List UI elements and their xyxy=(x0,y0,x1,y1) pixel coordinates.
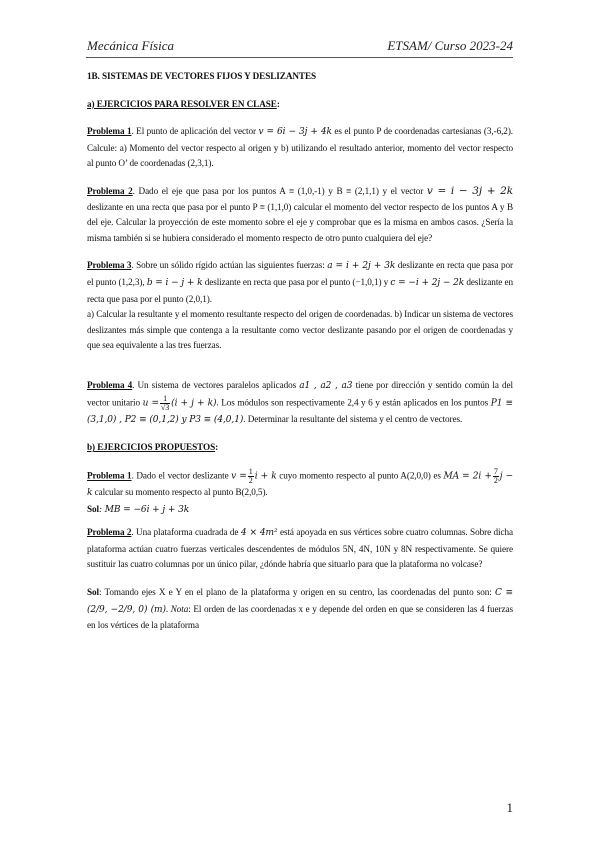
part-b-heading xyxy=(87,440,513,456)
problem-3-text-3: deslizante en recta que pasa por el punto (−1,0,1) y xyxy=(204,276,389,287)
problem-1-label: Problema 1 xyxy=(87,126,132,137)
solution-label: Sol xyxy=(87,587,100,598)
fraction-denominator: 2 xyxy=(493,475,498,485)
problem-3-text-4: deslizante en recta que pasa por el punto (2,0,1). xyxy=(87,276,514,304)
proposed-problem-1-solution xyxy=(87,502,513,519)
fraction-numerator: 7 xyxy=(493,466,498,476)
problem-3 xyxy=(87,258,513,307)
solution-text-1: : Tomando ejes X e Y en el plano de la plataforma y origen en su centro, las coordenadas del punto son: xyxy=(99,587,492,598)
proposed-problem-1-text-1: . Dado el vector deslizante xyxy=(131,470,229,481)
problem-3-force-c: c = −i + 2j − 2k xyxy=(390,277,465,288)
proposed-problem-2-text-1: . Una plataforma cuadrada de xyxy=(131,527,239,538)
header-rule xyxy=(86,57,513,58)
problem-4-text-2: tiene por dirección y sentido común la del vector unitario xyxy=(87,379,514,408)
problem-1-formula: v = 6i − 3j + 4k xyxy=(258,127,332,138)
problem-1-text-1: . El punto de aplicación del vector xyxy=(131,126,256,137)
proposed-problem-1-v-lhs: v = xyxy=(231,471,247,482)
part-a-heading-text: a) EJERCICIOS PARA RESOLVER EN CLASE xyxy=(87,98,277,109)
problem-2-text-1: . Dado el eje que pasa por los puntos A ≡ (1,0,-1) y B ≡ (2,1,1) y el vector xyxy=(132,185,424,196)
header-course-term: ETSAM/ Curso 2023-24 xyxy=(387,38,513,53)
problem-4-text-1: . Un sistema de vectores paralelos aplicados xyxy=(132,379,297,390)
fraction-numerator: 1 xyxy=(248,466,253,476)
fraction-denominator: 2 xyxy=(248,475,253,485)
note-text: : El orden de las coordenadas x e y depende del orden en que se consideren las 4 fuerzas en los vértices de la plataforma xyxy=(87,603,513,631)
problem-4 xyxy=(87,378,513,428)
problem-3-force-a: a = i + 2j + 3k xyxy=(327,261,396,272)
proposed-problem-2-text-2: está apoyada en sus vértices sobre cuatro columnas. Sobre dicha plataforma actúan cuatro fuerzas verticales descendentes de módulos 5N, 4N, 10N y 8N respectivamente. Se quiere sustituir las cuatro columnas por un único pilar, ¿dónde habría que situarlo para que la plataforma no volcase? xyxy=(87,527,513,570)
proposed-problem-1-ma-lhs: MA = 2i + xyxy=(443,471,492,482)
solution-label: Sol xyxy=(87,503,100,514)
solution-point: C ≡ (2/9, −2/9, 0) (m) xyxy=(87,588,513,615)
fraction-denominator: √3 xyxy=(160,402,170,412)
problem-4-text-4: . Determinar la resultante del sistema y el centro de vectores. xyxy=(243,413,463,424)
problem-3-questions: a) Calcular la resultante y el momento resultante respecto del origen de coordenadas. b) Indicar un sistema de vectores deslizantes más simple que contenga a la resultante como vector deslizante pasando por el origen de coordenadas y que sea equivalente a las tres fuerzas. xyxy=(87,309,513,351)
part-a-heading xyxy=(87,97,513,113)
problem-3-force-b: b = i − j + k xyxy=(146,277,203,288)
fraction-numerator: 1 xyxy=(160,395,170,404)
proposed-problem-1-ma-fraction xyxy=(493,468,499,485)
problem-4-text-3: . Los módulos son respectivamente 2,4 y 6 y están aplicados en los puntos xyxy=(216,397,489,408)
problem-1-text-2: es el punto P de coordenadas cartesianas (3,-6,2). Calcule: a) Momento del vector respecto al origen y b) utilizando el resultado anterior, momento del vector respecto al punto O’ de coordenadas (2,3,1). xyxy=(87,126,514,169)
proposed-problem-1-v-fraction xyxy=(248,468,254,485)
problem-3-text-2: deslizante en recta que pasa por el punto (1,2,3), xyxy=(87,260,513,287)
note-label: Nota xyxy=(170,603,189,614)
proposed-problem-1-text-3: calcular su momento respecto al punto B(2,0,5). xyxy=(94,487,268,498)
problem-3-text-1: . Sobre un sólido rígido actúan las siguientes fuerzas: xyxy=(131,260,325,271)
part-a-heading-suffix: : xyxy=(276,98,280,109)
problem-2-label: Problema 2 xyxy=(87,185,133,196)
problem-2-text-2: deslizante en una recta que pasa por el punto P ≡ (1,1,0) calcular el momento del vector respecto de los puntos A y B del eje. Calcular la proyección de este momento sobre el eje y comprobar que es la misma en ambos casos. ¿Sería la misma también si se hubiera considerado el momento respecto de otro punto cualquiera del eje? xyxy=(87,201,513,243)
proposed-problem-1-text-2: cuyo momento respecto al punto A(2,0,0) es xyxy=(279,470,441,481)
proposed-problem-1 xyxy=(87,468,513,502)
problem-3-label: Problema 3 xyxy=(87,260,132,271)
proposed-problem-2 xyxy=(87,525,513,573)
part-b-heading-suffix: : xyxy=(215,442,219,453)
problem-4-unit-lhs: u = xyxy=(142,398,159,409)
problem-4-label: Problema 4 xyxy=(87,379,133,390)
proposed-problem-2-dims: 4 × 4m² xyxy=(240,528,278,539)
proposed-problem-1-v-rhs: i + k xyxy=(254,471,277,482)
problem-4-vectors: a1 , a2 , a3 xyxy=(299,380,353,391)
part-b-heading-text: b) EJERCICIOS PROPUESTOS xyxy=(87,442,216,453)
header-course-name: Mecánica Física xyxy=(87,38,174,53)
section-title: 1B. SISTEMAS DE VECTORES FIJOS Y DESLIZANTES xyxy=(87,71,317,81)
solution-formula: : MB = −6i + j + 3k xyxy=(99,504,190,515)
solution-text-2: . xyxy=(165,603,169,614)
page-number: 1 xyxy=(506,800,513,815)
proposed-problem-2-solution xyxy=(87,585,513,634)
problem-4-unit-fraction xyxy=(160,395,170,412)
problem-4-unit-rhs: (i + j + k) xyxy=(171,398,217,409)
proposed-problem-1-ma-rhs: j − k xyxy=(87,471,514,499)
problem-2-formula: v = i − 3j + 2k xyxy=(426,184,513,197)
document-body xyxy=(87,69,513,634)
problem-2 xyxy=(87,184,513,246)
proposed-problem-2-label: Problema 2 xyxy=(87,527,132,538)
proposed-problem-1-label: Problema 1 xyxy=(87,470,132,481)
problem-1 xyxy=(87,124,513,172)
problem-4-points: P1 ≡ (3,1,0) , P2 ≡ (0,1,2) y P3 ≡ (4,0,1) xyxy=(87,398,513,425)
